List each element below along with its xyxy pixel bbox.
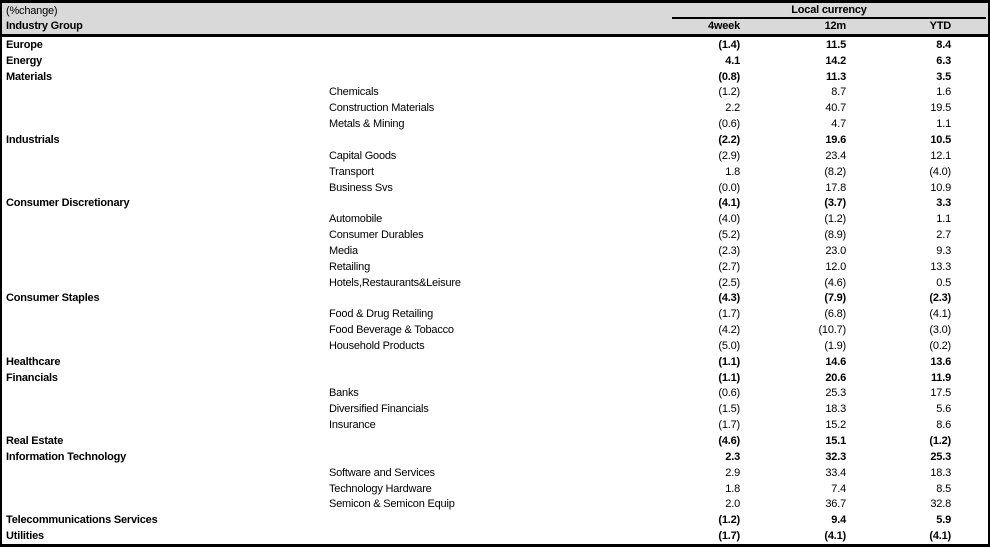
value-12m: (8.9) (824, 229, 846, 242)
value-4week: (1.1) (718, 355, 740, 368)
value-4week: 2.0 (725, 498, 740, 511)
value-12m: (4.1) (824, 530, 846, 543)
sub-industry-label: Household Products (329, 339, 425, 352)
value-12m: (3.7) (824, 197, 846, 210)
value-12m: 15.2 (825, 419, 846, 432)
table-row (2, 370, 988, 386)
value-12m: 17.8 (825, 181, 846, 194)
value-12m: 11.5 (825, 38, 846, 51)
value-12m: 23.0 (825, 244, 846, 257)
table-row (2, 417, 988, 433)
percent-change-label: (%change) (6, 4, 58, 17)
local-currency-header: Local currency (672, 3, 986, 19)
table-row (2, 512, 988, 528)
value-12m: 19.6 (825, 133, 846, 146)
value-12m: 40.7 (825, 102, 846, 115)
table-row (2, 53, 988, 69)
sub-industry-label: Business Svs (329, 181, 393, 194)
value-12m: 4.7 (831, 118, 846, 131)
sub-industry-label: Food Beverage & Tobacco (329, 324, 454, 337)
value-12m: (10.7) (818, 324, 846, 337)
value-4week: (1.2) (718, 514, 740, 527)
table-row (2, 148, 988, 164)
sub-industry-label: Diversified Financials (329, 403, 429, 416)
value-4week: (1.1) (718, 371, 740, 384)
value-4week: (4.3) (718, 292, 740, 305)
value-12m: 20.6 (825, 371, 846, 384)
value-ytd: 12.1 (930, 149, 951, 162)
column-header-ytd: YTD (929, 20, 951, 33)
table-row (2, 481, 988, 497)
value-ytd: 8.5 (936, 482, 951, 495)
value-ytd: 13.3 (930, 260, 951, 273)
value-12m: 12.0 (825, 260, 846, 273)
value-4week: 2.3 (725, 450, 740, 463)
sub-industry-label: Hotels,Restaurants&Leisure (329, 276, 461, 289)
table-row (2, 164, 988, 180)
value-ytd: (4.1) (929, 530, 951, 543)
value-ytd: 1.1 (936, 118, 951, 131)
currency-group-cell (632, 3, 988, 19)
table-row (2, 354, 988, 370)
industry-group-label: Healthcare (6, 355, 61, 368)
value-4week: (2.9) (718, 149, 740, 162)
value-4week: (0.6) (718, 387, 740, 400)
value-ytd: 18.3 (930, 466, 951, 479)
value-12m: 33.4 (825, 466, 846, 479)
value-12m: 15.1 (825, 435, 846, 448)
table-row (2, 85, 988, 101)
value-ytd: (3.0) (929, 324, 951, 337)
industry-group-label: Real Estate (6, 435, 64, 448)
value-12m: 36.7 (825, 498, 846, 511)
table-row (2, 37, 988, 53)
sub-industry-label: Software and Services (329, 466, 435, 479)
value-ytd: (4.1) (929, 308, 951, 321)
value-ytd: 19.5 (930, 102, 951, 115)
industry-group-label: Energy (6, 54, 43, 67)
value-12m: 9.4 (831, 514, 846, 527)
value-ytd: (2.3) (929, 292, 951, 305)
sub-industry-label: Insurance (329, 419, 376, 432)
column-header-12m: 12m (824, 20, 846, 33)
value-4week: (1.7) (718, 530, 740, 543)
value-ytd: (4.0) (929, 165, 951, 178)
table-row (2, 465, 988, 481)
table-rows (2, 37, 988, 544)
value-ytd: 2.7 (936, 229, 951, 242)
value-4week: 1.8 (725, 165, 740, 178)
value-ytd: 9.3 (936, 244, 951, 257)
industry-group-label: Consumer Staples (6, 292, 100, 305)
table-row (2, 259, 988, 275)
table-row (2, 322, 988, 338)
sub-industry-label: Food & Drug Retailing (329, 308, 434, 321)
value-12m: 18.3 (825, 403, 846, 416)
sub-industry-label: Retailing (329, 260, 371, 273)
table-row (2, 401, 988, 417)
value-ytd: 10.9 (930, 181, 951, 194)
value-ytd: 5.6 (936, 403, 951, 416)
sub-industry-label: Semicon & Semicon Equip (329, 498, 455, 511)
industry-group-label: Financials (6, 371, 58, 384)
value-ytd: 0.5 (936, 276, 951, 289)
value-ytd: 1.6 (936, 86, 951, 99)
industry-group-label: Europe (6, 38, 43, 51)
value-ytd: 3.5 (936, 70, 951, 83)
value-4week: (0.6) (718, 118, 740, 131)
table-row (2, 449, 988, 465)
table-row (2, 338, 988, 354)
table-row (2, 195, 988, 211)
value-12m: (1.2) (824, 213, 846, 226)
value-ytd: 10.5 (930, 133, 951, 146)
value-4week: (1.2) (718, 86, 740, 99)
table-row (2, 227, 988, 243)
value-4week: (0.8) (718, 70, 740, 83)
sub-industry-label: Automobile (329, 213, 383, 226)
sub-industry-label: Technology Hardware (329, 482, 432, 495)
header-spacer (951, 19, 988, 35)
value-12m: 14.2 (825, 54, 846, 67)
value-4week: 2.2 (725, 102, 740, 115)
industry-group-label: Telecommunications Services (6, 514, 158, 527)
table-row (2, 100, 988, 116)
value-ytd: 1.1 (936, 213, 951, 226)
sub-industry-label: Media (329, 244, 358, 257)
value-4week: (2.5) (718, 276, 740, 289)
value-12m: 8.7 (831, 86, 846, 99)
table-row (2, 243, 988, 259)
table-row (2, 528, 988, 544)
industry-group-header: Industry Group (6, 20, 83, 33)
table-row (2, 291, 988, 307)
value-12m: (8.2) (824, 165, 846, 178)
table-row (2, 116, 988, 132)
value-ytd: (0.2) (929, 339, 951, 352)
table-header (2, 3, 988, 37)
value-4week: (2.2) (718, 133, 740, 146)
table-row (2, 496, 988, 512)
value-4week: (4.0) (718, 213, 740, 226)
value-4week: (1.5) (718, 403, 740, 416)
sub-industry-label: Consumer Durables (329, 229, 424, 242)
value-ytd: 11.9 (930, 371, 951, 384)
value-12m: 23.4 (825, 149, 846, 162)
header-row-top (2, 3, 988, 19)
industry-group-label: Materials (6, 70, 52, 83)
value-12m: 14.6 (825, 355, 846, 368)
table-row (2, 386, 988, 402)
column-header-4week: 4week (707, 20, 740, 33)
industry-group-label: Utilities (6, 530, 44, 543)
value-4week: (5.2) (718, 229, 740, 242)
value-ytd: 3.3 (936, 197, 951, 210)
value-ytd: 5.9 (936, 514, 951, 527)
value-12m: 32.3 (825, 450, 846, 463)
value-4week: (2.7) (718, 260, 740, 273)
value-12m: 7.4 (831, 482, 846, 495)
header-row-columns (2, 19, 988, 35)
value-4week: (2.3) (718, 244, 740, 257)
table-row (2, 433, 988, 449)
industry-group-label: Information Technology (6, 450, 127, 463)
value-ytd: 8.4 (936, 38, 951, 51)
value-4week: 1.8 (725, 482, 740, 495)
value-ytd: 8.6 (936, 419, 951, 432)
sub-industry-label: Capital Goods (329, 149, 397, 162)
table-row (2, 306, 988, 322)
industry-group-label: Industrials (6, 133, 60, 146)
industry-group-label: Consumer Discretionary (6, 197, 130, 210)
value-4week: (1.7) (718, 419, 740, 432)
value-4week: (0.0) (718, 181, 740, 194)
sub-industry-label: Metals & Mining (329, 118, 405, 131)
table-row (2, 132, 988, 148)
table-row (2, 180, 988, 196)
value-12m: (1.9) (824, 339, 846, 352)
value-4week: 2.9 (725, 466, 740, 479)
value-12m: 11.3 (825, 70, 846, 83)
value-ytd: 17.5 (930, 387, 951, 400)
value-ytd: 13.6 (930, 355, 951, 368)
value-ytd: 32.8 (930, 498, 951, 511)
value-12m: (6.8) (824, 308, 846, 321)
table-row (2, 69, 988, 85)
value-ytd: 6.3 (936, 54, 951, 67)
sub-industry-label: Transport (329, 165, 374, 178)
value-4week: (1.4) (718, 38, 740, 51)
value-4week: 4.1 (725, 54, 740, 67)
value-4week: (4.1) (718, 197, 740, 210)
value-ytd: (1.2) (929, 435, 951, 448)
value-4week: (1.7) (718, 308, 740, 321)
sub-industry-label: Banks (329, 387, 359, 400)
value-12m: (4.6) (824, 276, 846, 289)
value-4week: (4.6) (718, 435, 740, 448)
value-4week: (5.0) (718, 339, 740, 352)
value-12m: 25.3 (825, 387, 846, 400)
sub-industry-label: Chemicals (329, 86, 379, 99)
value-ytd: 25.3 (930, 450, 951, 463)
value-12m: (7.9) (824, 292, 846, 305)
sub-industry-label: Construction Materials (329, 102, 435, 115)
table-row (2, 275, 988, 291)
value-4week: (4.2) (718, 324, 740, 337)
table-row (2, 211, 988, 227)
